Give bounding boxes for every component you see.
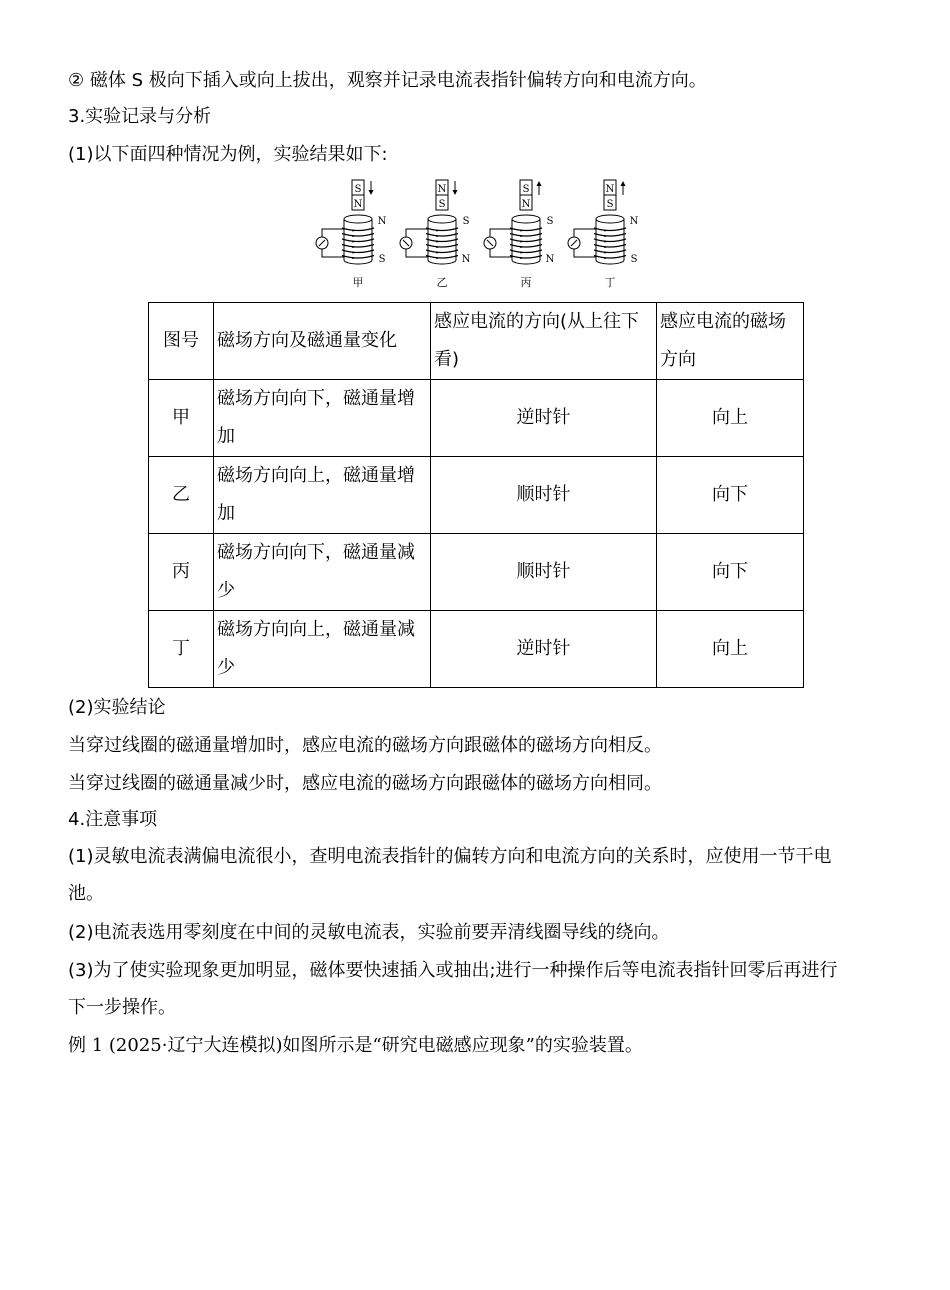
winding-dot	[520, 235, 522, 237]
winding-dot	[604, 257, 606, 259]
conclusion-line-1: 当穿过线圈的磁通量增加时，感应电流的磁场方向跟磁体的磁场方向相反。	[68, 735, 662, 756]
cell-fig: 丙	[149, 534, 214, 611]
winding-dot	[436, 241, 438, 243]
cell-field: 向上	[657, 380, 804, 457]
wire-top	[574, 229, 596, 237]
down-arrow-head	[369, 190, 374, 195]
note-1-line-2: 池。	[68, 883, 104, 904]
coil-bottom-pole-label: N	[545, 254, 555, 265]
conclusion-title: (2)实验结论	[68, 697, 166, 718]
results-table	[148, 302, 804, 688]
coil-winding	[594, 228, 626, 231]
coil-winding	[426, 250, 458, 253]
cell-change: 磁场方向向上，磁通量增加	[214, 457, 431, 534]
winding-dot	[436, 257, 438, 259]
wire-bottom	[406, 249, 428, 257]
up-arrow-head	[621, 181, 626, 186]
magnet-top-pole-label: N	[605, 184, 615, 195]
wire-top	[322, 229, 344, 237]
coil-top-ellipse	[596, 215, 624, 223]
winding-dot	[520, 241, 522, 243]
note-1-line-1: (1)灵敏电流表满偏电流很小，查明电流表指针的偏转方向和电流方向的关系时，应使用一节干电	[68, 846, 832, 867]
coil-winding	[594, 250, 626, 253]
coil-winding	[594, 239, 626, 242]
coil-top-pole-label: N	[377, 216, 387, 227]
winding-dot	[352, 235, 354, 237]
panel-1	[316, 180, 374, 264]
coil-winding	[594, 256, 626, 259]
table-row	[149, 534, 804, 611]
cell-current: 顺时针	[431, 457, 657, 534]
winding-dot	[352, 257, 354, 259]
cell-field: 向上	[657, 611, 804, 688]
coil-winding	[510, 250, 542, 253]
wire-top	[490, 229, 512, 237]
note-2: (2)电流表选用零刻度在中间的灵敏电流表，实验前要弄清线圈导线的绕向。	[68, 922, 670, 943]
panel-label: 乙	[436, 276, 448, 289]
coil-winding	[342, 228, 374, 231]
cell-current: 逆时针	[431, 611, 657, 688]
coil-bottom-arc	[344, 260, 372, 264]
coil-top-pole-label: S	[462, 216, 470, 227]
cell-fig: 乙	[149, 457, 214, 534]
cell-change: 磁场方向向下，磁通量增加	[214, 380, 431, 457]
table-row	[149, 611, 804, 688]
part-1-intro: (1)以下面四种情况为例，实验结果如下:	[68, 144, 388, 165]
up-arrow-head	[537, 181, 542, 186]
winding-dot	[520, 230, 522, 232]
magnet-bottom-pole-label: S	[438, 199, 446, 210]
winding-dot	[604, 235, 606, 237]
panel-2	[400, 180, 458, 264]
table-row	[149, 457, 804, 534]
coil-winding	[426, 256, 458, 259]
cell-change: 磁场方向向下，磁通量减少	[214, 534, 431, 611]
winding-dot	[352, 246, 354, 248]
cell-current: 顺时针	[431, 534, 657, 611]
header-change: 磁场方向及磁通量变化	[214, 303, 431, 380]
winding-dot	[436, 235, 438, 237]
cell-field: 向下	[657, 457, 804, 534]
winding-dot	[436, 252, 438, 254]
cell-fig: 丁	[149, 611, 214, 688]
header-fig: 图号	[149, 303, 214, 380]
coil-bottom-pole-label: S	[378, 254, 386, 265]
panel-label: 丙	[520, 276, 532, 289]
winding-dot	[520, 246, 522, 248]
note-3-line-1: (3)为了使实验现象更加明显，磁体要快速插入或抽出;进行一种操作后等电流表指针回零后再进行	[68, 960, 838, 981]
down-arrow-head	[453, 190, 458, 195]
coil-winding	[426, 228, 458, 231]
winding-dot	[604, 246, 606, 248]
coil-top-pole-label: S	[546, 216, 554, 227]
coil-bottom-arc	[512, 260, 540, 264]
coil-winding	[510, 234, 542, 237]
coil-winding	[342, 245, 374, 248]
table-row	[149, 380, 804, 457]
magnet-top-pole-label: S	[522, 184, 530, 195]
coil-winding	[342, 234, 374, 237]
panel-4	[568, 180, 626, 264]
cell-field: 向下	[657, 534, 804, 611]
coil-top-pole-label: N	[629, 216, 639, 227]
magnet-top-pole-label: N	[437, 184, 447, 195]
panel-label: 甲	[352, 276, 364, 289]
winding-dot	[604, 241, 606, 243]
wire-bottom	[322, 249, 344, 257]
coil-top-ellipse	[512, 215, 540, 223]
coil-top-ellipse	[428, 215, 456, 223]
winding-dot	[436, 246, 438, 248]
coil-winding	[426, 245, 458, 248]
header-field: 感应电流的磁场方向	[657, 303, 804, 380]
winding-dot	[352, 252, 354, 254]
coil-winding	[594, 245, 626, 248]
coil-winding	[342, 250, 374, 253]
winding-dot	[436, 230, 438, 232]
section-3-heading: 3.实验记录与分析	[68, 106, 212, 127]
magnet-bottom-pole-label: N	[521, 199, 531, 210]
winding-dot	[520, 252, 522, 254]
coil-winding	[510, 228, 542, 231]
winding-dot	[604, 252, 606, 254]
coil-winding	[426, 234, 458, 237]
coil-winding	[510, 256, 542, 259]
magnet-bottom-pole-label: S	[606, 199, 614, 210]
note-3-line-2: 下一步操作。	[68, 997, 176, 1018]
wire-bottom	[490, 249, 512, 257]
coil-bottom-pole-label: S	[630, 254, 638, 265]
panel-3	[484, 180, 542, 264]
coil-winding	[342, 239, 374, 242]
coil-winding	[510, 239, 542, 242]
winding-dot	[352, 241, 354, 243]
cell-current: 逆时针	[431, 380, 657, 457]
cell-fig: 甲	[149, 380, 214, 457]
magnet-top-pole-label: S	[354, 184, 362, 195]
step-2-text: ② 磁体 S 极向下插入或向上拔出，观察并记录电流表指针偏转方向和电流方向。	[68, 70, 707, 91]
coil-winding	[594, 234, 626, 237]
winding-dot	[520, 257, 522, 259]
notes-heading: 4.注意事项	[68, 809, 158, 830]
conclusion-line-2: 当穿过线圈的磁通量减少时，感应电流的磁场方向跟磁体的磁场方向相同。	[68, 773, 662, 794]
magnet-bottom-pole-label: N	[353, 199, 363, 210]
cell-change: 磁场方向向上，磁通量减少	[214, 611, 431, 688]
coil-bottom-arc	[428, 260, 456, 264]
wire-bottom	[574, 249, 596, 257]
coil-winding	[426, 239, 458, 242]
experiment-figure	[300, 178, 650, 293]
coil-top-ellipse	[344, 215, 372, 223]
panel-label: 丁	[604, 276, 616, 289]
example-1-text: 例 1 (2025·辽宁大连模拟)如图所示是“研究电磁感应现象”的实验装置。	[68, 1035, 643, 1056]
coil-winding	[510, 245, 542, 248]
coil-bottom-arc	[596, 260, 624, 264]
table-header-row	[149, 303, 804, 380]
winding-dot	[604, 230, 606, 232]
winding-dot	[352, 230, 354, 232]
coil-winding	[342, 256, 374, 259]
coil-bottom-pole-label: N	[461, 254, 471, 265]
wire-top	[406, 229, 428, 237]
header-current: 感应电流的方向(从上往下看)	[431, 303, 657, 380]
